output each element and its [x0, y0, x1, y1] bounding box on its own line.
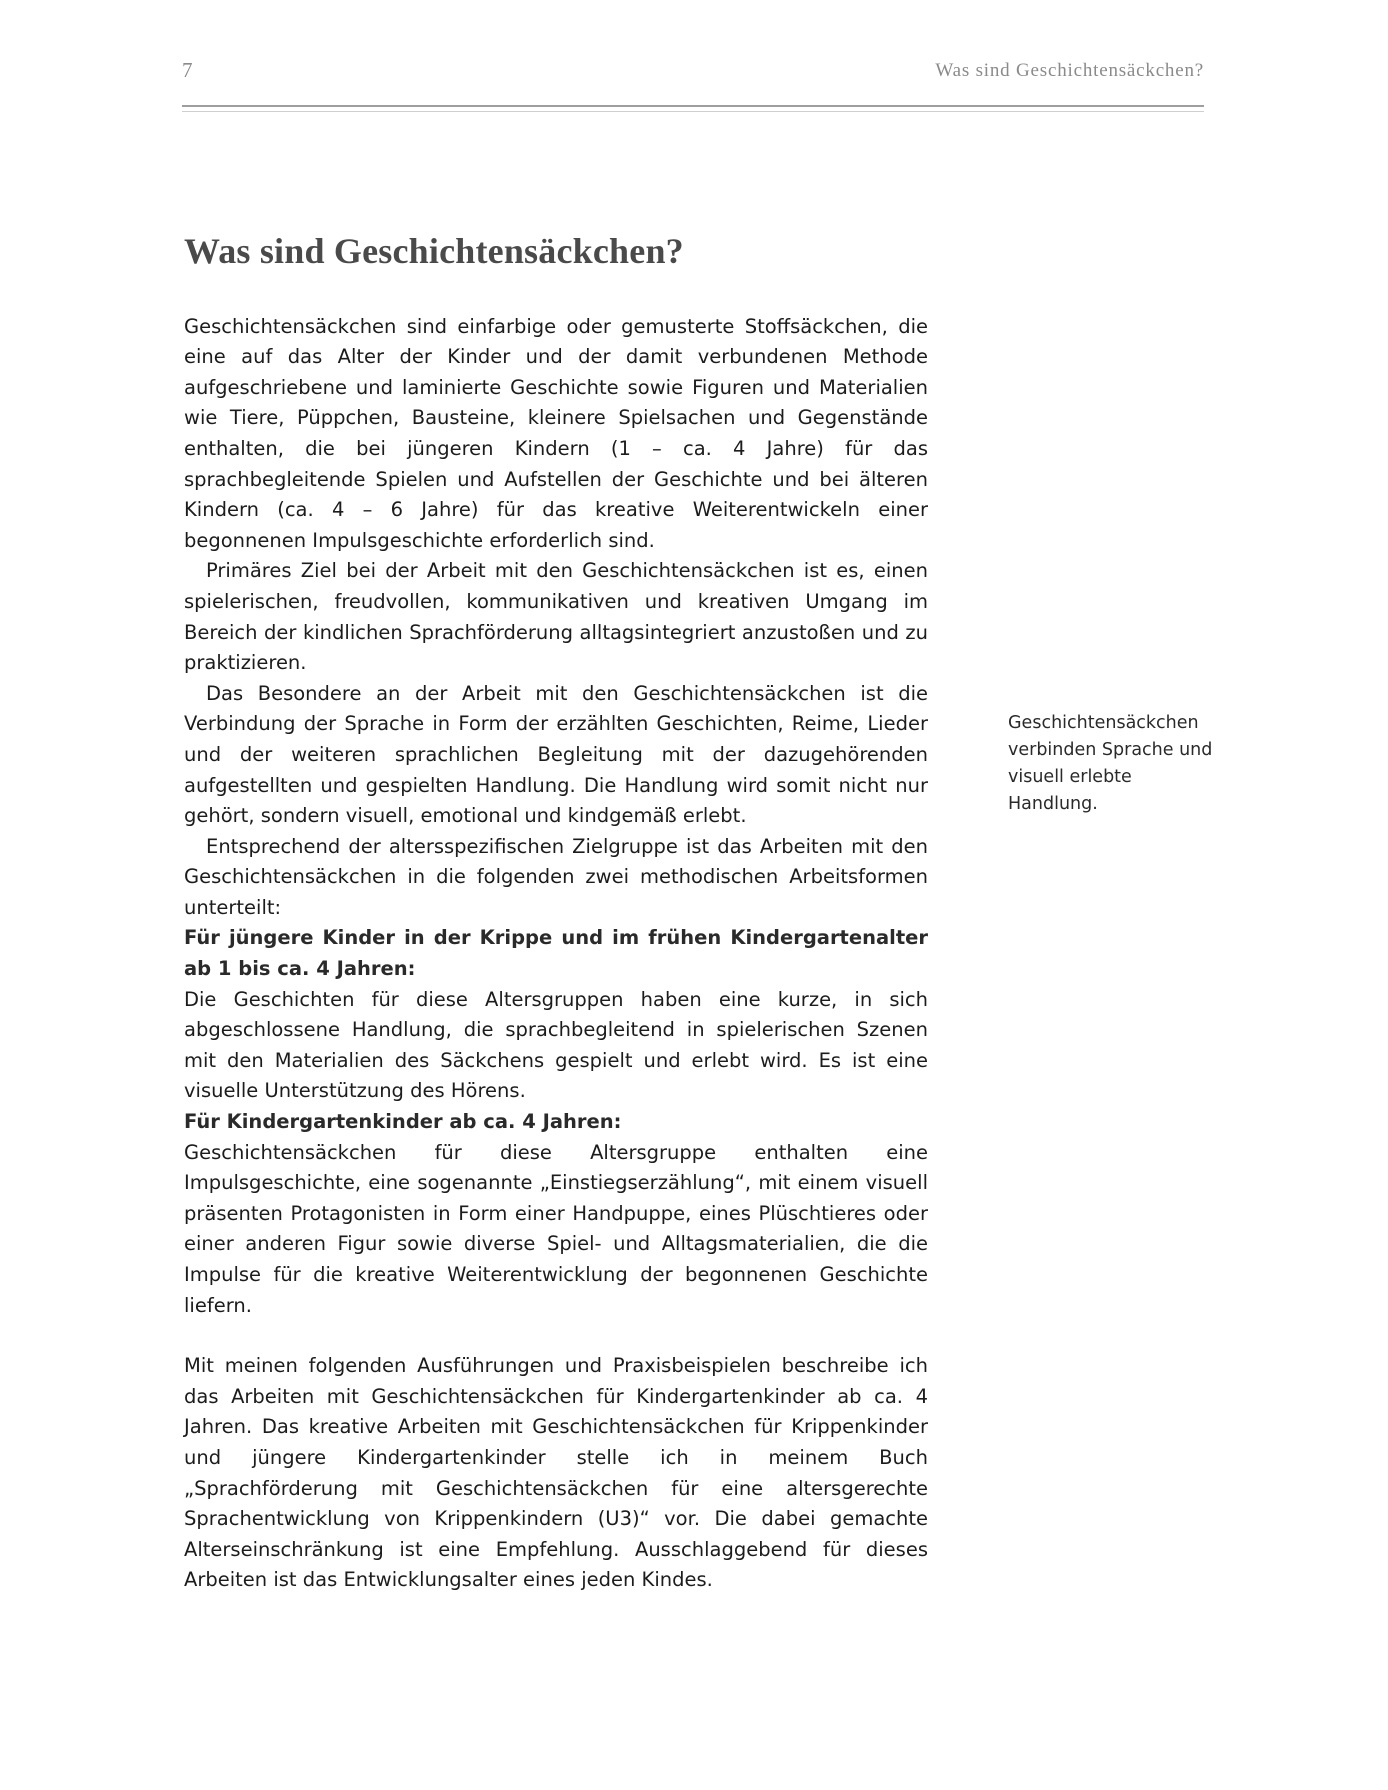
paragraph-closing: Mit meinen folgenden Ausführungen und Praxisbeispielen beschreibe ich das Arbeiten mit Geschichtensäckchen für Kindergartenkinder ab ca. 4 Jahren. Das kreative Arbeiten mit Geschichtensäckchen für Krippenkinder und jüngere Kindergartenkinder stelle ich in meinem Buch „Sprachförderung mit Geschichtensäckchen für eine altersgerechte Sprachentwicklung von Krippenkindern (U3)“ vor. Die dabei gemachte Alterseinschränkung ist eine Empfehlung. Ausschlaggebend für dieses Arbeiten ist das Entwicklungsalter eines jeden Kindes.: [184, 1354, 928, 1592]
running-head: [182, 58, 1204, 92]
subheading-kindergarten-children: Für Kindergartenkinder ab ca. 4 Jahren:: [184, 1110, 622, 1134]
paragraph-younger-children: Die Geschichten für diese Altersgruppen haben eine kurze, in sich abgeschlossene Handlung, die sprachbegleitend in spielerischen Szenen mit den Materialien des Säckchens gespielt und erlebt wird. Es ist eine visuelle Unterstützung des Hörens.: [184, 987, 928, 1103]
paragraph-target-groups: Entsprechend der altersspezifischen Zielgruppe ist das Arbeiten mit den Geschichtensäckchen in die folgenden zwei methodischen Arbeitsformen unterteilt:: [184, 834, 928, 919]
main-text-column: [184, 232, 928, 1596]
paragraph-primary-goal: Primäres Ziel bei der Arbeit mit den Geschichtensäckchen ist es, einen spielerischen, freudvollen, kommunikativen und kreativen Umgang im Bereich der kindlichen Sprachförderung alltagsintegriert anzustoßen und zu praktizieren.: [184, 559, 928, 675]
running-title: Was sind Geschichtensäckchen?: [935, 60, 1204, 81]
header-rule-thick: [182, 105, 1204, 107]
paragraph-intro: Geschichtensäckchen sind einfarbige oder gemusterte Stoffsäckchen, die eine auf das Alter der Kinder und der damit verbundenen Methode aufgeschriebene und laminierte Geschichte sowie Figuren und Materialien wie Tiere, Püppchen, Bausteine, kleinere Spielsachen und Gegenstände enthalten, die bei jüngeren Kindern (1 – ca. 4 Jahre) für das sprachbegleitende Spielen und Aufstellen der Geschichte und bei älteren Kindern (ca. 4 – 6 Jahre) für das kreative Weiterentwickeln einer begonnenen Impulsgeschichte erforderlich sind.: [184, 314, 928, 552]
page-title: Was sind Geschichtensäckchen?: [184, 231, 684, 271]
paragraph-special-aspect: Das Besondere an der Arbeit mit den Geschichtensäckchen ist die Verbindung der Sprache in Form der erzählten Geschichten, Reime, Lieder und der weiteren sprachlichen Begleitung mit der dazugehörenden aufgestellten und gespielten Handlung. Die Handlung wird somit nicht nur gehört, sondern visuell, emotional und kindgemäß erlebt.: [184, 681, 928, 828]
header-rule-thin: [182, 111, 1204, 112]
page-number: 7: [182, 58, 193, 82]
margin-note: Geschichtensäckchen verbinden Sprache und visuell erlebte Handlung.: [1008, 713, 1213, 814]
paragraph-kindergarten-children: Geschichtensäckchen für diese Altersgruppe enthalten eine Impulsgeschichte, eine sogenannte „Einstiegserzählung“, mit einem visuell präsenten Protagonisten in Form einer Handpuppe, eines Plüschtieres oder einer anderen Figur sowie diverse Spiel- und Alltagsmaterialien, die die Impulse für die kreative Weiterentwicklung der begonnenen Geschichte liefern.: [184, 1140, 928, 1317]
subheading-younger-children: Für jüngere Kinder in der Krippe und im frühen Kindergartenalter ab 1 bis ca. 4 Jahren:: [184, 926, 928, 981]
